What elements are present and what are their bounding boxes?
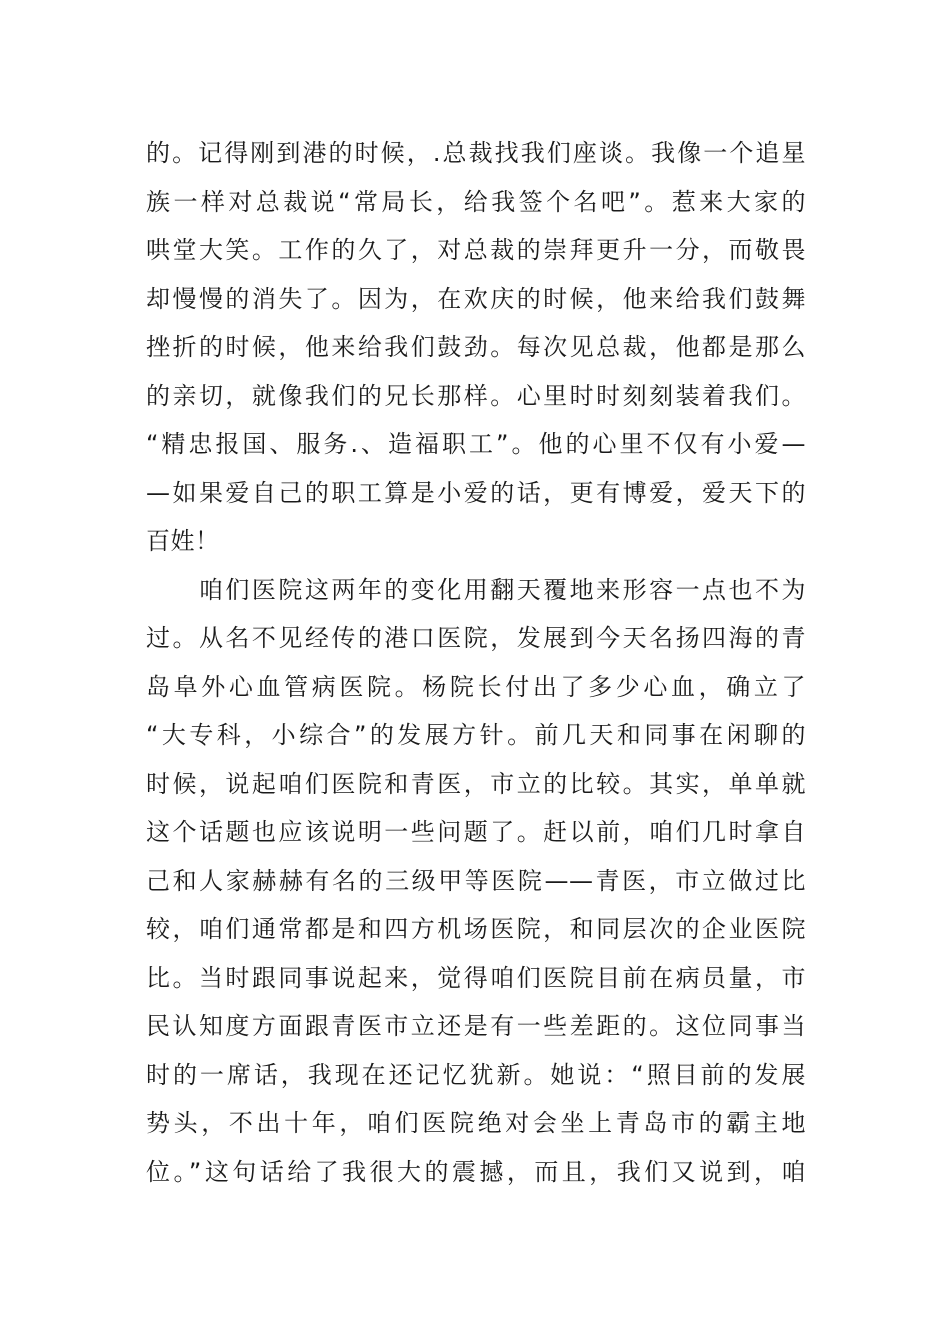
text-line: 比。当时跟同事说起来，觉得咱们医院目前在病员量，市: [146, 963, 806, 992]
text-line: 位。”这句话给了我很大的震撼，而且，我们又说到，咱: [146, 1157, 806, 1186]
paragraph-2: [146, 566, 806, 1197]
text-line: 己和人家赫赫有名的三级甲等医院——青医，市立做过比: [146, 866, 806, 895]
text-line: 挫折的时候，他来给我们鼓劲。每次见总裁，他都是那么: [146, 333, 806, 361]
text-line: 咱们医院这两年的变化用翻天覆地来形容一点也不为: [146, 575, 806, 604]
paragraph-1: [146, 129, 806, 566]
text-line: “大专科，小综合”的发展方针。前几天和同事在闲聊的: [146, 721, 806, 749]
text-line: “精忠报国、服务.、造福职工”。他的心里不仅有小爱—: [146, 430, 806, 458]
text-line: 的。记得刚到港的时候，.总裁找我们座谈。我像一个追星: [146, 139, 806, 167]
text-line: —如果爱自己的职工算是小爱的话，更有博爱，爱天下的: [146, 478, 806, 507]
text-line: 这个话题也应该说明一些问题了。赶以前，咱们几时拿自: [146, 818, 806, 846]
text-line: 时的一席话，我现在还记忆犹新。她说：“照目前的发展: [146, 1060, 806, 1089]
text-line: 时候，说起咱们医院和青医，市立的比较。其实，单单就: [146, 769, 806, 798]
text-line: 哄堂大笑。工作的久了，对总裁的崇拜更升一分，而敬畏: [146, 236, 806, 264]
text-line: 过。从名不见经传的港口医院，发展到今天名扬四海的青: [146, 624, 806, 652]
text-line: 却慢慢的消失了。因为，在欢庆的时候，他来给我们鼓舞: [146, 284, 806, 313]
text-line: 民认知度方面跟青医市立还是有一些差距的。这位同事当: [146, 1012, 806, 1040]
text-line: 较，咱们通常都是和四方机场医院，和同层次的企业医院: [146, 915, 806, 943]
text-line: 的亲切，就像我们的兄长那样。心里时时刻刻装着我们。: [146, 381, 806, 410]
document-body: [146, 129, 806, 1196]
text-line: 势头，不出十年，咱们医院绝对会坐上青岛市的霸主地: [146, 1109, 806, 1137]
text-line: 岛阜外心血管病医院。杨院长付出了多少心血，确立了: [146, 672, 806, 701]
text-line: 族一样对总裁说“常局长，给我签个名吧”。惹来大家的: [146, 187, 806, 216]
text-line: 百姓！: [146, 527, 220, 555]
